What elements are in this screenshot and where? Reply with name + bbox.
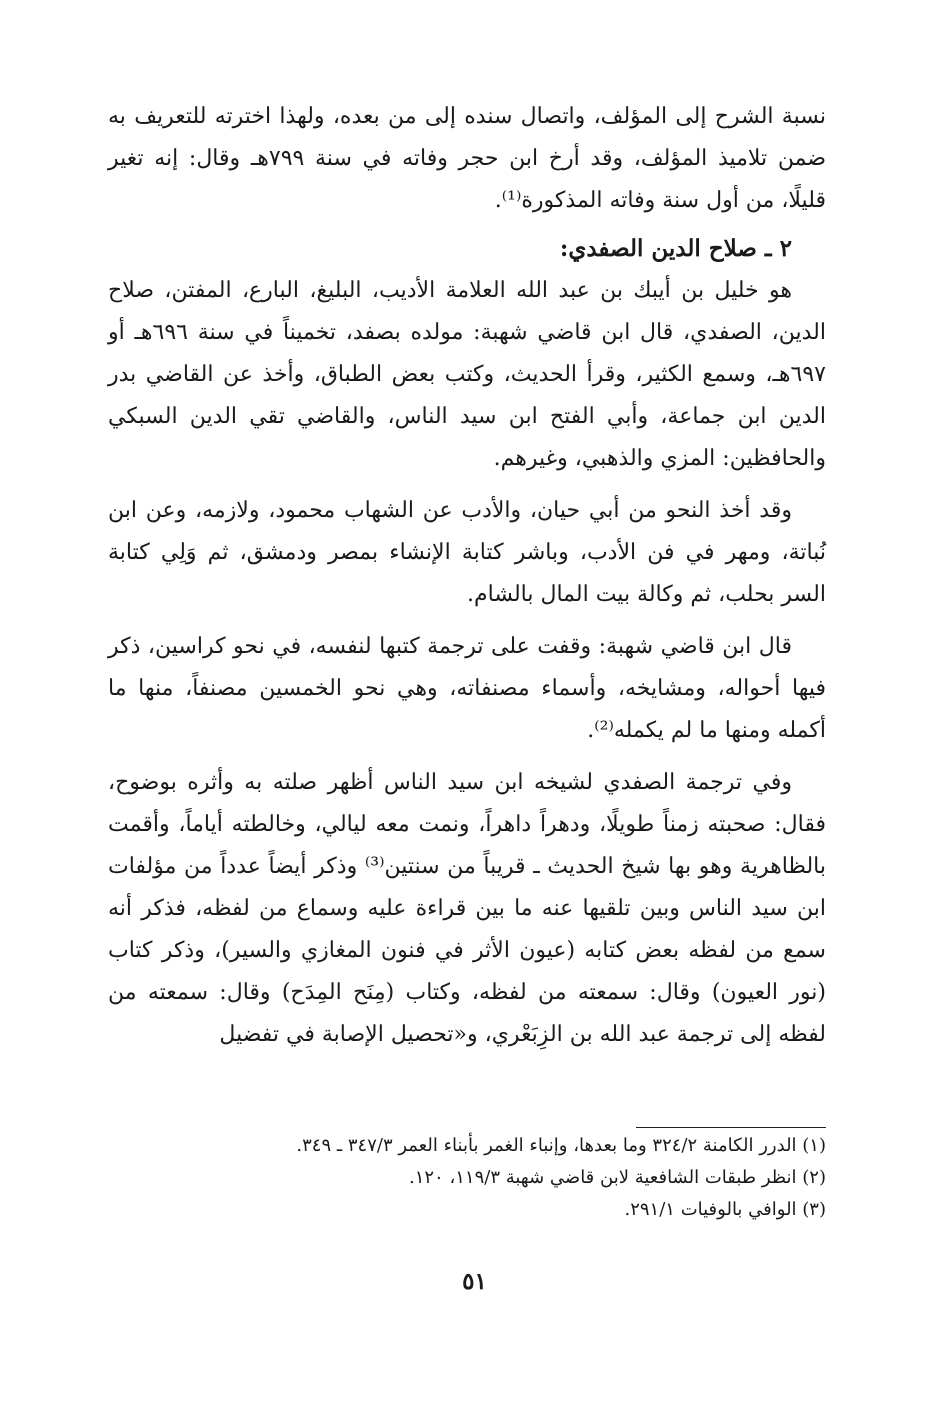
page-body <box>108 96 826 1056</box>
footnote-1: (١) الدرر الكامنة ٣٢٤/٢ وما بعدها، وإنباء الغمر بأبناء العمر ٣٤٧/٣ ـ ٣٤٩. <box>296 1135 826 1156</box>
paragraph-biography: هو خليل بن أيبك بن عبد الله العلامة الأديب، البليغ، البارع، المفتن، صلاح الدين، الصفدي، قال ابن قاضي شهبة: مولده بصفد، تخميناً في سنة ٦٩٦هـ أو ٦٩٧هـ، وسمع الكثير، وقرأ الحديث، وكتب بعض الطباق، وأخذ عن القاضي بدر الدين ابن جماعة، وأبي الفتح ابن سيد الناس، والقاضي تقي الدين السبكي والحافظين: المزي والذهبي، وغيرهم. <box>108 278 826 471</box>
paragraph-teacher: وفي ترجمة الصفدي لشيخه ابن سيد الناس أظهر صلته به وأثره بوضوح، فقال: صحبته زمناً طويلًا، ودهراً داهراً، ونمت معه ليالي، وخالطته أياماً، وأقمت بالظاهرية وهو بها شيخ الحديث ـ قريباً من سنتين⁽³⁾ وذكر أيضاً عدداً من مؤلفات ابن سيد الناس وبين تلقيها عنه ما بين قراءة عليه وسماع من لفظه، فذكر أنه سمع من لفظه بعض كتابه (عيون الأثر في فنون المغازي والسير)، وذكر كتاب (نور العيون) وقال: سمعته من لفظه، وكتاب (مِنَح المِدَح) وقال: سمعته من لفظه إلى ترجمة عبد الله بن الزِبَعْري، و«تحصيل الإصابة في تفضيل <box>108 770 827 1047</box>
footnote-2: (٢) انظر طبقات الشافعية لابن قاضي شهبة ١١٩/٣، ١٢٠. <box>408 1167 826 1188</box>
footnote-divider <box>636 1127 826 1128</box>
paragraph-studies: وقد أخذ النحو من أبي حيان، والأدب عن الشهاب محمود، ولازمه، وعن ابن نُباتة، ومهر في فن الأدب، وباشر كتابة الإنشاء بمصر ودمشق، ثم وَلِي كتابة السر بحلب، ثم وكالة بيت المال بالشام. <box>108 498 826 607</box>
footnotes <box>108 1130 826 1226</box>
footnote-3: (٣) الوافي بالوفيات ٢٩١/١. <box>624 1199 826 1220</box>
section-heading: ٢ ـ صلاح الدين الصفدي: <box>559 235 792 262</box>
page-number: ٥١ <box>462 1268 487 1295</box>
paragraph-intro: نسبة الشرح إلى المؤلف، واتصال سنده إلى من بعده، ولهذا اخترته للتعريف به ضمن تلاميذ المؤلف، وقد أرخ ابن حجر وفاته في سنة ٧٩٩هـ وقال: إنه تغير قليلًا، من أول سنة وفاته المذكورة⁽¹⁾. <box>108 104 826 213</box>
paragraph-autobiography: قال ابن قاضي شهبة: وقفت على ترجمة كتبها لنفسه، في نحو كراسين، ذكر فيها أحواله، ومشايخه، وأسماء مصنفاته، وهي نحو الخمسين مصنفاً، منها ما أكمله ومنها ما لم يكمله⁽²⁾. <box>108 634 826 743</box>
